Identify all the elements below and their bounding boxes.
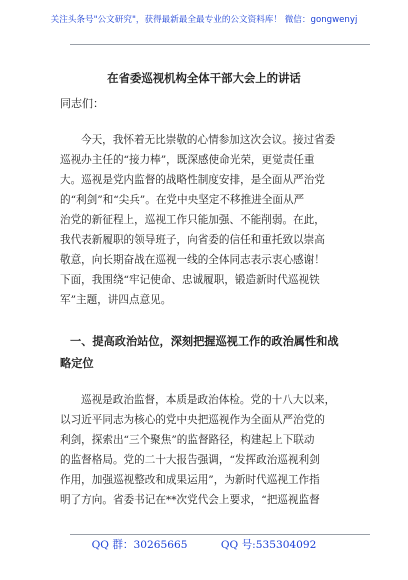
heading-line: 一、提高政治站位，深刻把握巡视工作的政治属性和战 [70, 334, 339, 348]
header-notice: 关注头条号"公文研究"，获得最新最全最专业的公文资料库！ 微信：gongwenyj [50, 15, 358, 25]
text-line: 敬意，向长期奋战在巡视一线的全体同志表示衷心感谢！ [60, 254, 325, 266]
text-line: 利剑，探索出“三个聚焦”的监督路径，构建起上下联动 [60, 434, 315, 446]
heading-line: 略定位 [60, 356, 94, 370]
text-line: 军”主题，讲四点意见。 [60, 294, 172, 306]
text-line: 我代表新履职的领导班子，向省委的信任和重托致以崇高 [60, 234, 325, 246]
text-line: 的监督格局。党的二十大报告强调，“发挥政治巡视利剑 [60, 454, 320, 466]
text-line: 明了方向。省委书记在**次党代会上要求，“把巡视监督 [60, 494, 320, 506]
footer-qq-number: QQ 号:535304092 [220, 539, 317, 551]
text-line: 今天，我怀着无比崇敬的心情参加这次会议。接过省委 [81, 134, 336, 146]
text-line: 下面，我围绕“牢记使命、忠诚履职，锻造新时代巡视铁 [60, 274, 320, 286]
footer-qq-group: QQ 群：30265665 [91, 539, 188, 551]
section-heading [60, 330, 360, 374]
header-divider [70, 44, 370, 45]
text-line: 作用，加强巡视整改和成果运用”，为新时代巡视工作指 [60, 474, 320, 486]
text-line: 大。巡视是党内监督的战略性制度安排，是全面从严治党 [60, 174, 325, 186]
footer [0, 537, 408, 553]
document-title: 在省委巡视机构全体干部大会上的讲话 [107, 71, 301, 85]
salutation: 同志们： [60, 97, 104, 110]
paragraph-intro [60, 130, 360, 310]
text-line: 巡视办主任的“接力棒”，既深感使命光荣，更觉责任重 [60, 154, 315, 166]
text-line: 巡视是政治监督，本质是政治体检。党的十八大以来， [81, 394, 336, 406]
text-line: 治党的新征程上，巡视工作只能加强、不能削弱。在此， [60, 214, 325, 226]
text-line: 的“利剑”和“尖兵”。在党中央坚定不移推进全面从严 [60, 194, 305, 206]
paragraph-section1 [60, 390, 360, 510]
footer-divider [70, 534, 370, 535]
text-line: 以习近平同志为核心的党中央把巡视作为全面从严治党的 [60, 414, 325, 426]
